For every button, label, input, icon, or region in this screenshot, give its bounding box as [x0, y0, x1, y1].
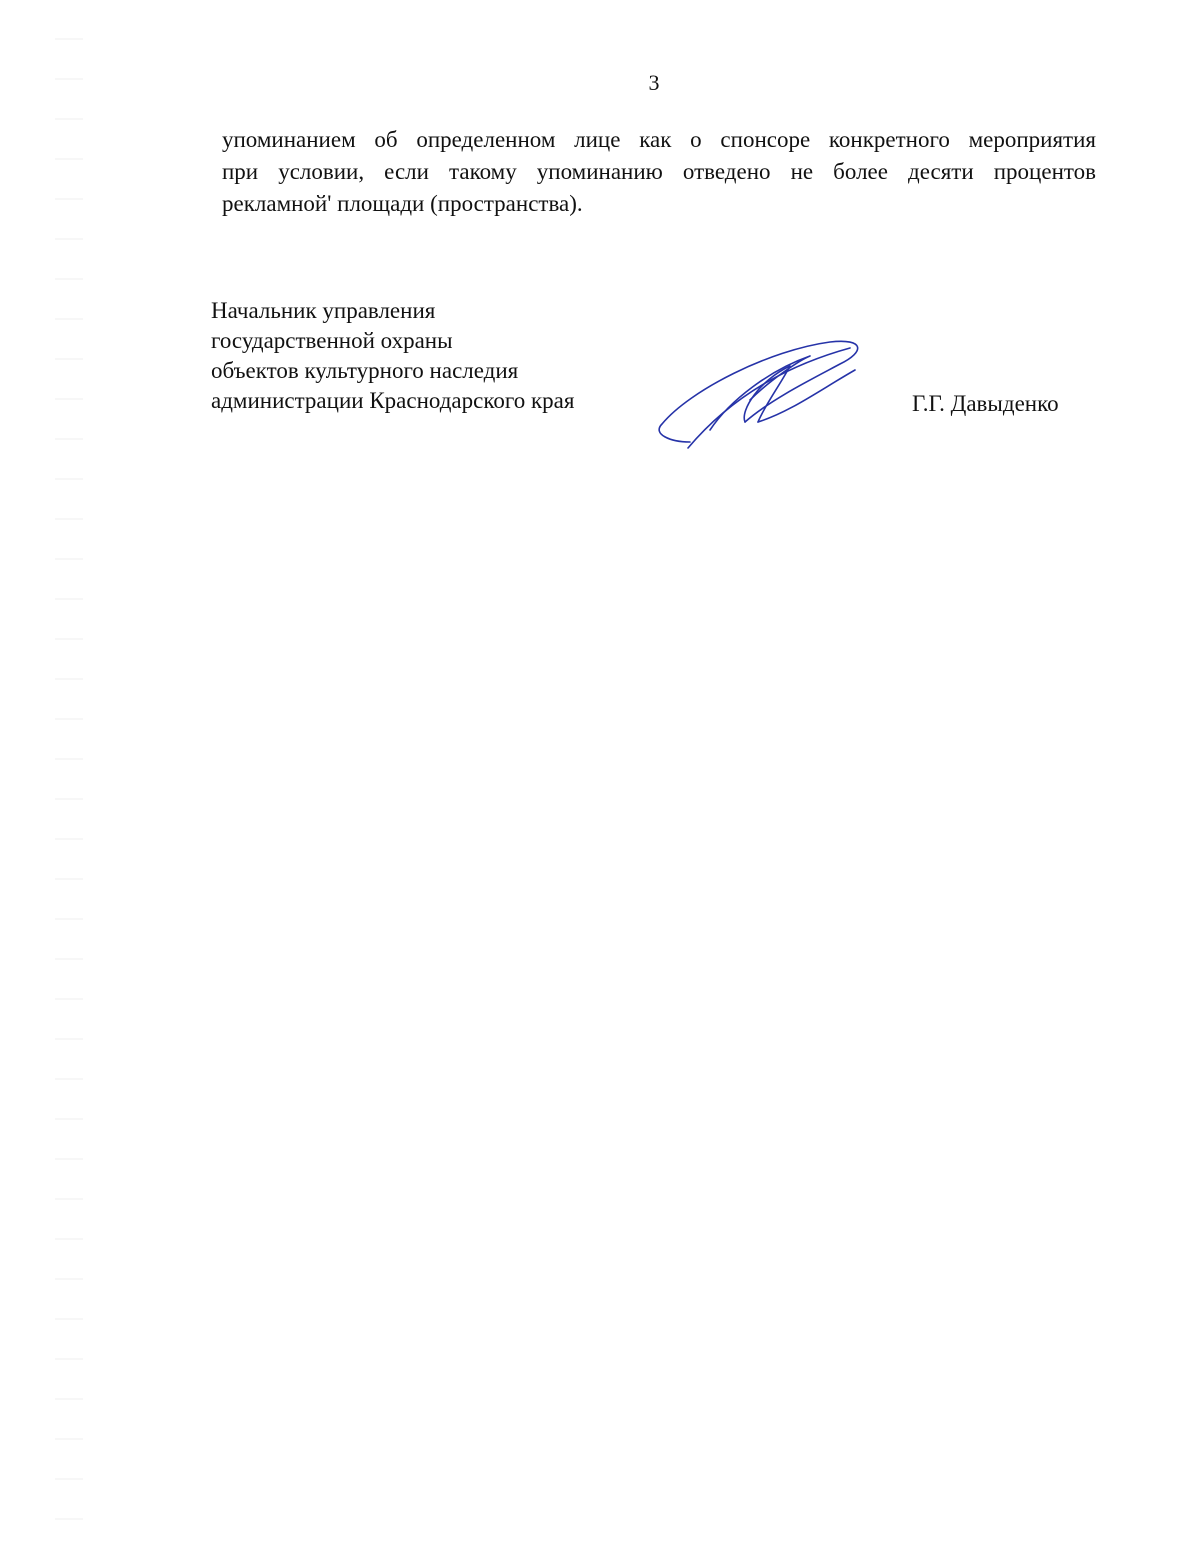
signatory-position: [211, 296, 574, 416]
body-line: рекламной' площади (пространства).: [222, 191, 583, 216]
body-line: при условии, если такому упоминанию отведено не более десяти процентов: [222, 159, 1096, 184]
scan-edge-artifact: [55, 0, 83, 1553]
position-line: государственной охраны: [211, 328, 453, 353]
body-paragraph: [222, 124, 1096, 220]
position-line: Начальник управления: [211, 298, 436, 323]
position-line: администрации Краснодарского края: [211, 388, 575, 413]
position-line: объектов культурного наследия: [211, 358, 519, 383]
page-number: 3: [648, 70, 660, 95]
handwritten-signature: [650, 330, 870, 455]
signer-name: Г.Г. Давыденко: [912, 391, 1059, 416]
body-line: упоминанием об определенном лице как о спонсоре конкретного мероприятия: [222, 127, 1096, 152]
